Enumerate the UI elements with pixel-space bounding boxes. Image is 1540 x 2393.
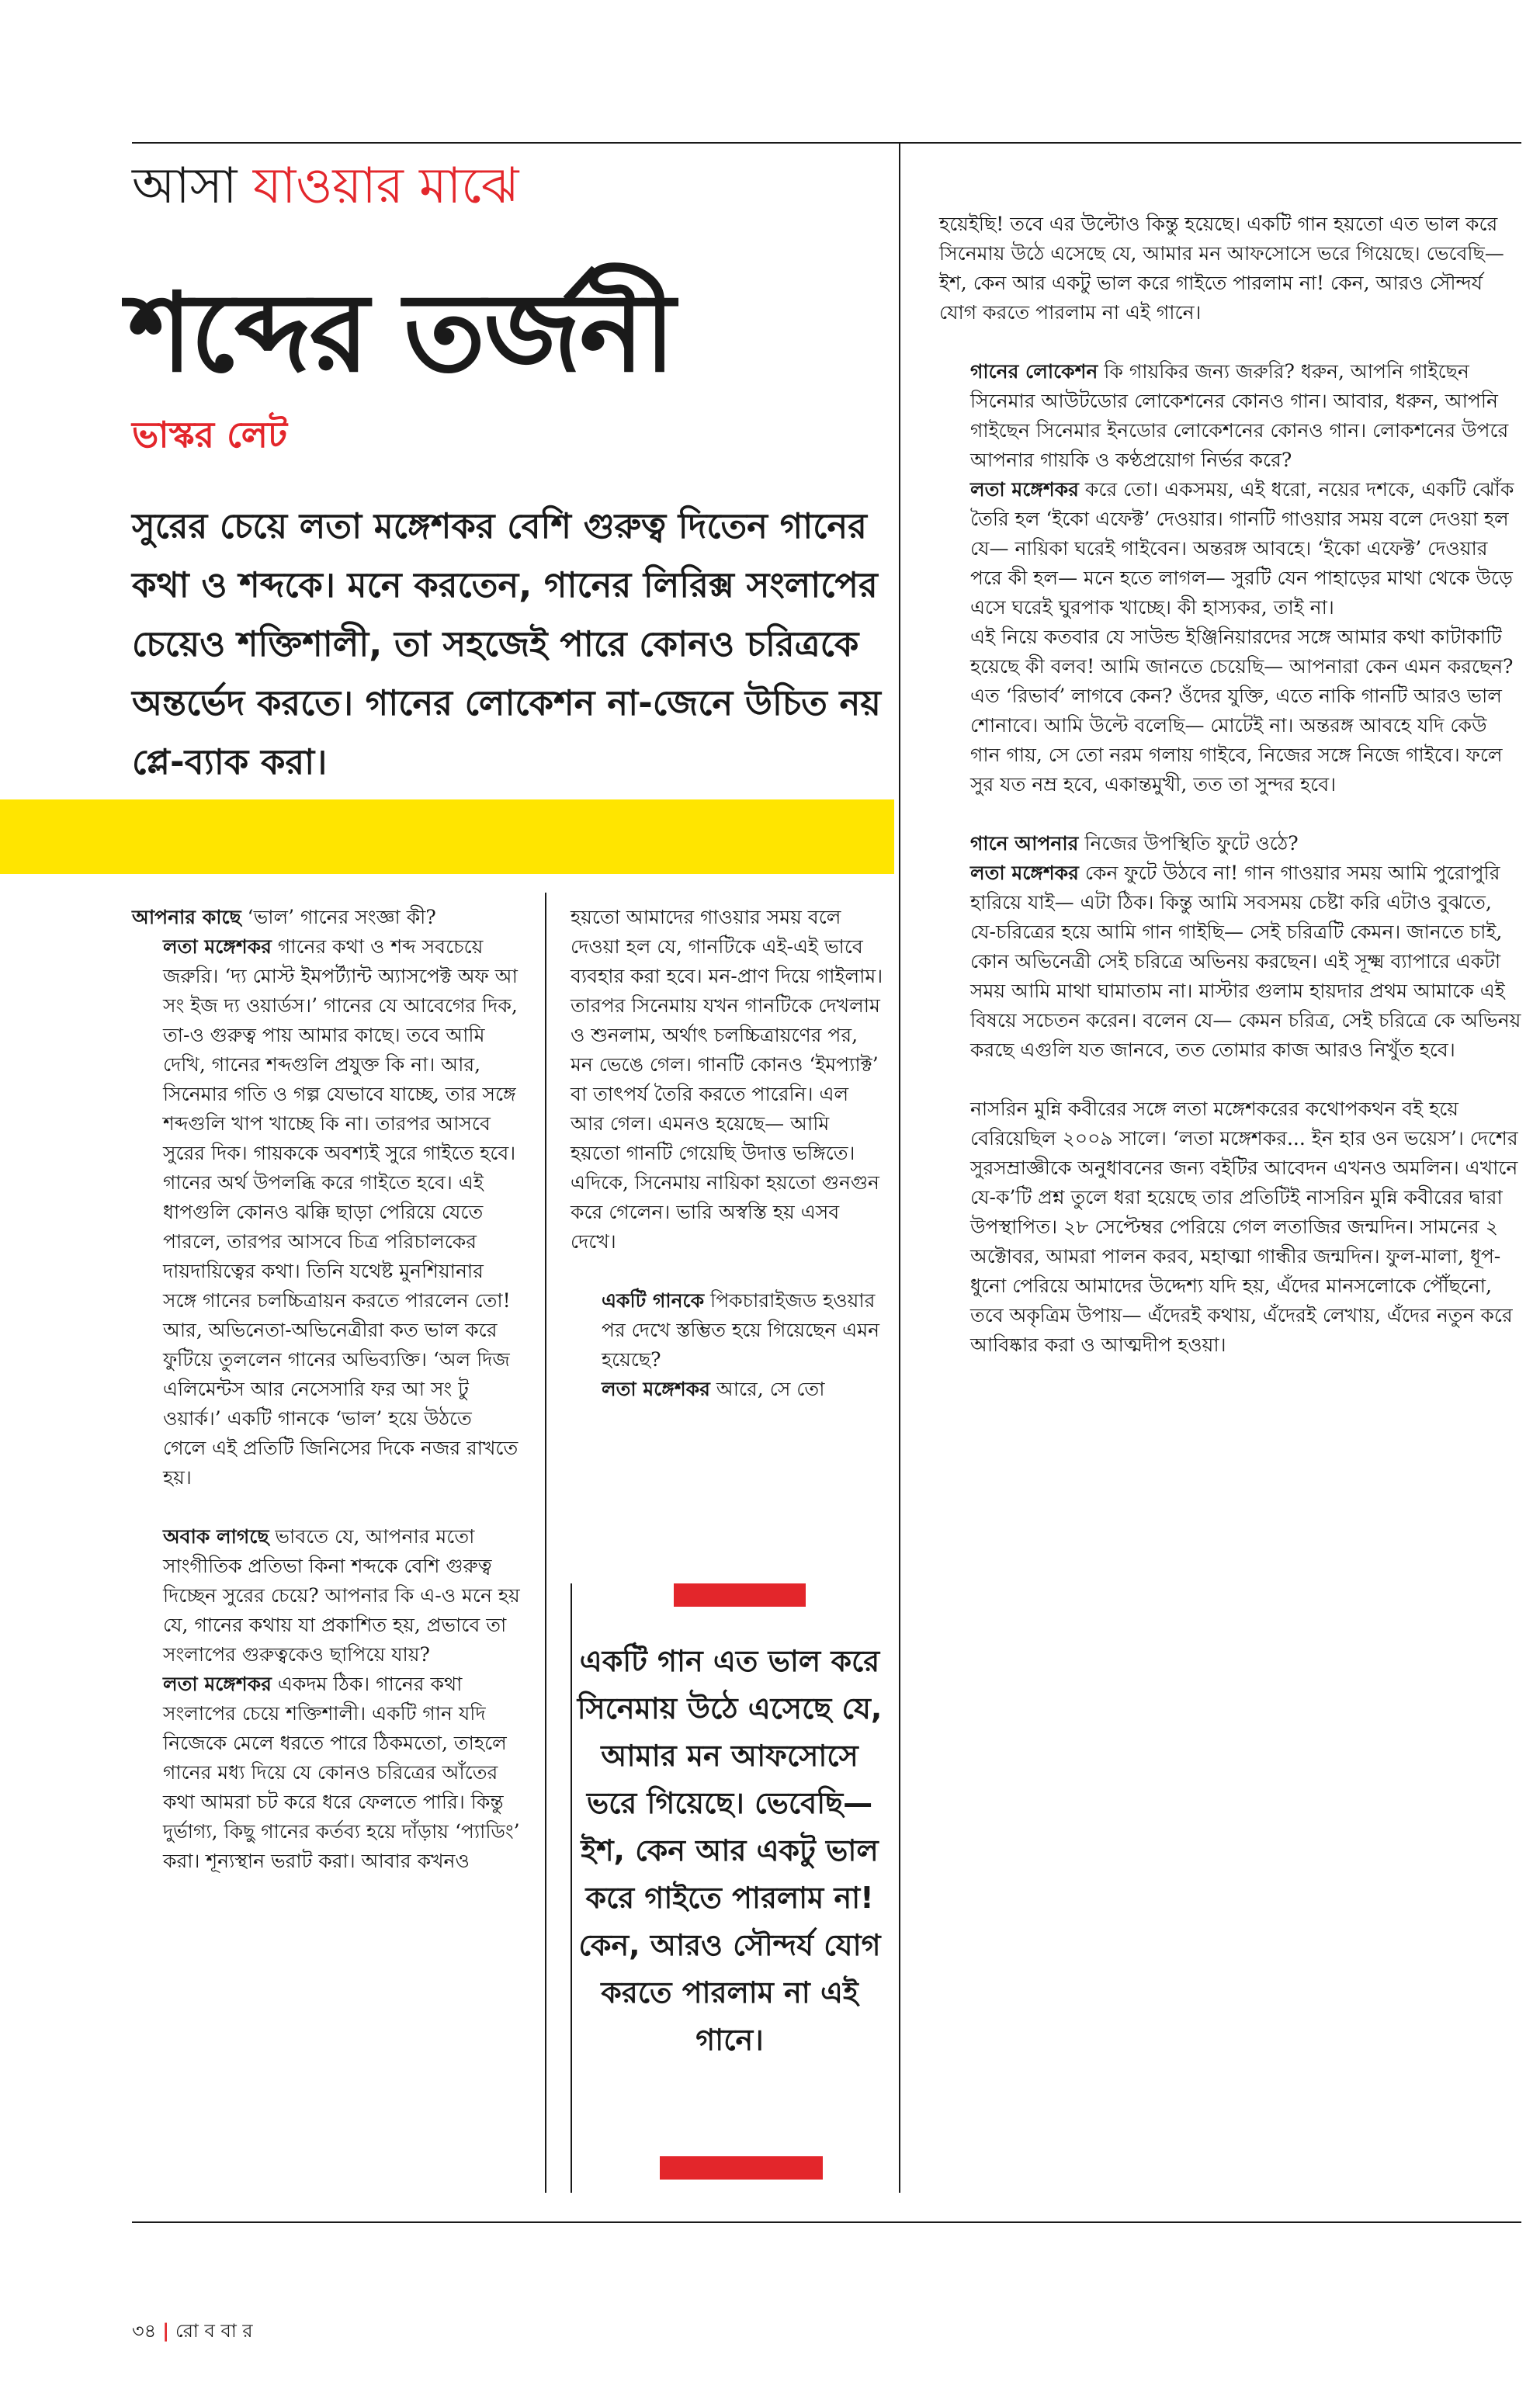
byline: ভাস্কর লেট (132, 414, 288, 456)
question (571, 1286, 885, 1375)
page-title: শব্দের তর্জনী (128, 270, 675, 397)
answer-text: কেন ফুটে উঠবে না! গান গাওয়ার সময় আমি পুরোপুরি হারিয়ে যাই— এটা ঠিক। কিন্তু আমি সবসময় চেষ্টা করি এটাও বুঝতে, যে-চরিত্রের হয়ে আমি গান গাইছি— সেই চরিত্রটি কেমন। জানতে চাই, কোন অভিনেত্রী সেই চরিত্রে অভিনয় করছেন। এই সূক্ষ্ম ব্যাপারে একটা সময় আমি মাথা ঘামাতাম না। মাস্টার গুলাম হায়দার প্রথম আমাকে এই বিষয়ে সচেতন করেন। বলেন যে— কেমন চরিত্র, সেই চরিত্রে কে অভিনয় করছে এগুলি যত জানবে, তত তোমার কাজ আরও নিখুঁত হবে। (970, 862, 1521, 1061)
kicker-black: আসা (132, 158, 238, 215)
question-text: নিজের উপস্থিতি ফুটে ওঠে? (1078, 832, 1299, 855)
yellow-accent-band (0, 799, 894, 874)
column-3 (939, 210, 1521, 1360)
answer (132, 932, 520, 1493)
speaker-name: লতা মঙ্গেশকর (163, 1673, 272, 1695)
top-rule (132, 142, 1521, 144)
paragraph: হয়তো আমাদের গাওয়ার সময় বলে দেওয়া হল যে, গানটিকে এই-এই ভাবে ব্যবহার করা হবে। মন-প্রাণ দিয়ে গাইলাম। তারপর সিনেমায় যখন গানটিকে দেখলাম ও শুনলাম, অর্থাৎ চলচ্চিত্রায়ণের পর, মন ভেঙে গেল। গানটি কোনও ‘ইমপ্যাক্ট’ বা তাৎপর্য তৈরি করতে পারেনি। এল আর গেল। এমনও হয়েছে— আমি হয়তো গানটি গেয়েছি উদাত্ত ভঙ্গিতে। এদিকে, সিনেমায় নায়িকা হয়তো গুনগুন করে গেলেন। ভারি অস্বস্তি হয় এসব দেখে। (571, 906, 883, 1253)
magazine-section: রো ব বা র (175, 2320, 253, 2342)
page-footer (132, 2319, 253, 2343)
speaker-name: লতা মঙ্গেশকর (970, 862, 1079, 884)
answer-text: গানের কথা ও শব্দ সবচেয়ে জরুরি। ‘দ্য মোস্ট ইমপর্ট্যান্ট অ্যাসপেক্ট অফ আ সং ইজ দ্য ওয়ার্ডস।’ গানের যে আবেগের দিক, তা-ও গুরুত্ব পায় আমার কাছে। তবে আমি দেখি, গানের শব্দগুলি প্রযুক্ত কি না। আর, সিনেমার গতি ও গল্প যেভাবে যাচ্ছে, তার সঙ্গে শব্দগুলি খাপ খাচ্ছে কি না। তারপর আসবে সুরের দিক। গায়ককে অবশ্যই সুরে গাইতে হবে। গানের অর্থ উপলব্ধি করে গাইতে হবে। এই ধাপগুলি কোনও ঝক্কি ছাড়া পেরিয়ে যেতে পারলে, তারপর আসবে চিত্র পরিচালকের দায়দায়িত্বের কথা। তিনি যথেষ্ট মুনশিয়ানার সঙ্গে গানের চলচ্চিত্রায়ন করতে পারলেন তো! আর, অভিনেতা-অভিনেত্রীরা কত ভাল করে ফুটিয়ে তুললেন গানের অভিব্যক্তি। ‘অল দিজ এলিমেন্টস আর নেসেসারি ফর আ সং টু ওয়ার্ক।’ একটি গানকে ‘ভাল’ হয়ে উঠতে গেলে এই প্রতিটি জিনিসের দিকে নজর রাখতে হয়। (163, 935, 519, 1489)
question (132, 903, 520, 932)
answer-text: আরে, সে তো (709, 1378, 825, 1400)
question-lead: আপনার কাছে (132, 906, 241, 928)
standfirst: সুরের চেয়ে লতা মঙ্গেশকর বেশি গুরুত্ব দিতেন গানের কথা ও শব্দকে। মনে করতেন, গানের লিরিক্স সংলাপের চেয়েও শক্তিশালী, তা সহজেই পারে কোনও চরিত্রকে অন্তর্ভেদ করতে। গানের লোকেশন না-জেনে উচিত নয় প্লে-ব্যাক করা। (132, 505, 881, 782)
speaker-name: লতা মঙ্গেশকর (970, 478, 1079, 501)
bottom-rule (132, 2221, 1521, 2223)
question-text: ‘ভাল’ গানের সংজ্ঞা কী? (241, 906, 436, 928)
speaker-name: লতা মঙ্গেশকর (602, 1378, 710, 1400)
column-2 (571, 903, 885, 1404)
question-text: পিকচারাইজড হওয়ার পর দেখে স্তম্ভিত হয়ে গিয়েছেন এমন হয়েছে? (602, 1289, 880, 1371)
page-number: ৩৪ (132, 2320, 157, 2342)
speaker-name: লতা মঙ্গেশকর (163, 935, 272, 958)
closing-note: নাসরিন মুন্নি কবীরের সঙ্গে লতা মঙ্গেশকরের কথোপকথন বই হয়ে বেরিয়েছিল ২০০৯ সালে। ‘লতা মঙ্গেশকর... ইন হার ওন ভয়েস’। দেশের সুরসম্রাজ্ঞীকে অনুধাবনের জন্য বইটির আবেদন এখনও অমলিন। এখানে যে-ক’টি প্রশ্ন তুলে ধরা হয়েছে তার প্রতিটিই নাসরিন মুন্নি কবীরের দ্বারা উপস্থাপিত। ২৮ সেপ্টেম্বর পেরিয়ে গেল লতাজির জন্মদিন। সামনের ২ অক্টোবর, আমরা পালন করব, মহাত্মা গান্ধীর জন্মদিন। ফুল-মালা, ধূপ-ধুনো পেরিয়ে আমাদের উদ্দেশ্য যদি হয়, এঁদের মানসলোকে পৌঁছনো, তবে অকৃত্রিম উপায়— এঁদেরই কথায়, এঁদেরই লেখায়, এঁদের নতুন করে আবিষ্কার করা ও আত্মদীপ হওয়া। (970, 1098, 1518, 1356)
footer-separator: | (162, 2320, 169, 2342)
question-lead: গানের লোকেশন (970, 360, 1098, 383)
question-lead: অবাক লাগছে (163, 1525, 269, 1548)
kicker (132, 155, 519, 217)
answer-text: করে তো। একসময়, এই ধরো, নয়ের দশকে, একটি ঝোঁক তৈরি হল ‘ইকো এফেক্ট’ দেওয়ার। গানটি গাওয়ার সময় বলে দেওয়া হল যে— নায়িকা ঘরেই গাইবেন। অন্তরঙ্গ আবহে। ‘ইকো এফেক্ট’ দেওয়ার পরে কী হল— মনে হতে লাগল— সুরটি যেন পাহাড়ের মাথা থেকে উড়ে এসে ঘরেই ঘুরপাক খাচ্ছে। কী হাস্যকর, তাই না। (970, 478, 1514, 619)
answer (939, 475, 1521, 623)
question (939, 829, 1521, 858)
question (132, 1522, 520, 1670)
question-lead: গানে আপনার (970, 832, 1079, 855)
kicker-red: যাওয়ার মাঝে (252, 158, 519, 215)
answer-text: একদম ঠিক। গানের কথা সংলাপের চেয়ে শক্তিশালী। একটি গান যদি নিজেকে মেলে ধরতে পারে ঠিকমতো, তাহলে গানের মধ্য দিয়ে যে কোনও চরিত্রের আঁতের কথা আমরা চট করে ধরে ফেলতে পারি। কিন্তু দুর্ভাগ্য, কিছু গানের কর্তব্য হয়ে দাঁড়ায় ‘প্যাডিং’ করা। শূন্যস্থান ভরাট করা। আবার কখনও (163, 1673, 520, 1872)
paragraph: হয়েইছি! তবে এর উল্টোও কিন্তু হয়েছে। একটি গান হয়তো এত ভাল করে সিনেমায় উঠে এসেছে যে, আমার মন আফসোসে ভরে গিয়েছে। ভেবেছি— ইশ, কেন আর একটু ভাল করে গাইতে পারলাম না! কেন, আরও সৌন্দর্য যোগ করতে পারলাম না এই গানে। (939, 213, 1504, 324)
pullquote-rule (571, 1583, 572, 2193)
pullquote-bar-top (674, 1583, 806, 1607)
pull-quote: একটি গান এত ভাল করে সিনেমায় উঠে এসেছে যে, আমার মন আফসোসে ভরে গিয়েছে। ভেবেছি— ইশ, কেন আর একটু ভাল করে গাইতে পারলাম না! কেন, আরও সৌন্দর্য যোগ করতে পারলাম না এই গানে। (577, 1644, 883, 2057)
question-text: ভাবতে যে, আপনার মতো সাংগীতিক প্রতিভা কিনা শব্দকে বেশি গুরুত্ব দিচ্ছেন সুরের চেয়ে? আপনার কি এ-ও মনে হয় যে, গানের কথায় যা প্রকাশিত হয়, প্রভাবে তা সংলাপের গুরুত্বকেও ছাপিয়ে যায়? (163, 1525, 520, 1666)
answer (132, 1670, 520, 1876)
column-divider-right (899, 142, 900, 2193)
answer (939, 858, 1521, 1065)
column-divider-middle (545, 893, 546, 2193)
question-text: কি গায়কির জন্য জরুরি? ধরুন, আপনি গাইছেন সিনেমার আউটডোর লোকেশনের কোনও গান। আবার, ধরুন, আপনি গাইছেন সিনেমার ইনডোর লোকেশনের কোনও গান। লোকশনের উপরে আপনার গায়কি ও কণ্ঠপ্রয়োগ নির্ভর করে? (970, 360, 1509, 471)
question (939, 357, 1521, 475)
column-1 (132, 903, 520, 1876)
answer (571, 1375, 885, 1404)
pullquote-bar-bottom (660, 2156, 823, 2180)
question-lead: একটি গানকে (602, 1289, 705, 1312)
paragraph: এই নিয়ে কতবার যে সাউন্ড ইঞ্জিনিয়ারদের সঙ্গে আমার কথা কাটাকাটি হয়েছে কী বলব! আমি জানতে চেয়েছি— আপনারা কেন এমন করছেন? এত ‘রিভার্ব’ লাগবে কেন? ওঁদের যুক্তি, এতে নাকি গানটি আরও ভাল শোনাবে। আমি উল্টে বলেছি— মোটেই না। অন্তরঙ্গ আবহে যদি কেউ গান গায়, সে তো নরম গলায় গাইবে, নিজের সঙ্গে নিজে গাইবে। ফলে সুর যত নম্র হবে, একান্তমুখী, তত তা সুন্দর হবে। (970, 626, 1514, 796)
